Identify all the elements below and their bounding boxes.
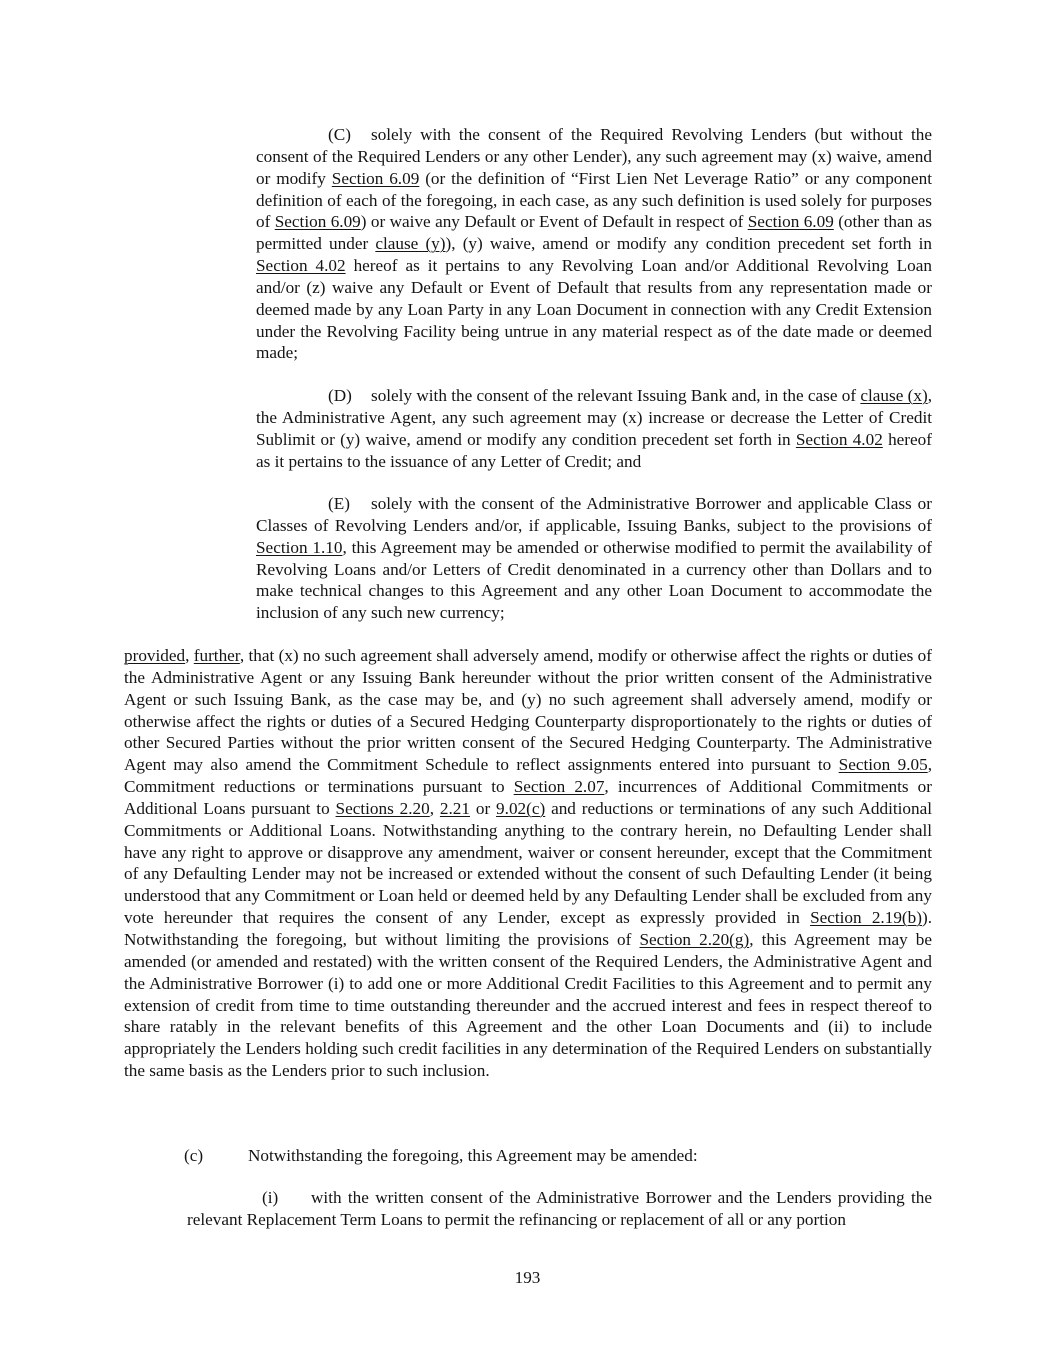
cross-reference-link: 9.02(c) (496, 798, 546, 818)
cross-reference-link: clause (x) (860, 386, 928, 405)
clause-label: (C) (328, 125, 351, 144)
clause-i: (i) with the written consent of the Administrative Borrower and the Lenders providing the relevant Replacement Term Loans to permit the refinancing or replacement of all or any portion (187, 1188, 932, 1229)
cross-reference-link: Section 2.20(g) (639, 929, 750, 949)
section-label: (c) (184, 1146, 204, 1165)
emphasis-term: further (193, 646, 240, 665)
cross-reference-link: Section 4.02 (256, 256, 346, 276)
clause-label: (i) (262, 1188, 279, 1207)
clause-d: (D) solely with the consent of the relevant Issuing Bank and, in the case of clause (x), the Administrative Agent, any such agreement may (x) increase or decrease the Letter of Credit Sublimit or (y) waive, amend or modify any condition precedent set forth in Section 4.02 hereof as it pertains to the issuance of any Letter of Credit; and (256, 386, 932, 471)
cross-reference-link: clause (y) (375, 234, 446, 254)
emphasis-term: provided (124, 646, 186, 665)
clause-label: (E) (328, 494, 350, 513)
clause-label: (D) (328, 386, 352, 405)
section-c-heading: (c) Notwithstanding the foregoing, this Agreement may be amended: (184, 1146, 698, 1165)
clause-e: (E) solely with the consent of the Administrative Borrower and applicable Class or Classes of Revolving Lenders and/or, if applicable, Issuing Banks, subject to the provisions of Section 1.10, this Agreement may be amended or otherwise modified to permit the availability of Revolving Loans and/or Letters of Credit denominated in a currency other than Dollars and to make technical changes to this Agreement and any other Loan Document to accommodate the inclusion of any such new currency; (256, 494, 932, 623)
cross-reference-link: Section 2.07 (513, 777, 605, 797)
cross-reference-link: Section 6.09 (747, 212, 834, 232)
cross-reference-link: 2.21 (439, 798, 470, 818)
proviso-paragraph: provided, further, that (x) no such agreement shall adversely amend, modify or otherwise affect the rights or duties of the Administrative Agent or any Issuing Bank hereunder without the prior written consent of the Administrative Agent or such Issuing Bank, as the case may be, and (y) no such agreement shall adversely amend, modify or otherwise affect the rights or duties of a Secured Hedging Counterparty disproportionately to the rights or duties of other Secured Parties without the prior written consent of the Secured Hedging Counterparty. The Administrative Agent may also amend the Commitment Schedule to reflect assignments entered into pursuant to Section 9.05, Commitment reductions or terminations pursuant to Section 2.07, incurrences of Additional Commitments or Additional Loans pursuant to Sections 2.20, 2.21 or 9.02(c) and reductions or terminations of any such Additional Commitments or Additional Loans. Notwithstanding anything to the contrary herein, no Defaulting Lender shall have any right to approve or disapprove any amendment, waiver or consent hereunder, except that the Commitment of any Defaulting Lender may not be increased or extended without the consent of such Defaulting Lender (it being understood that any Commitment or Loan held or deemed held by any Defaulting Lender shall be excluded from any vote hereunder that requires the consent of any Lender, except as expressly provided in Section 2.19(b)). Notwithstanding the foregoing, but without limiting the provisions of Section 2.20(g), this Agreement may be amended (or amended and restated) with the written consent of the Required Lenders, the Administrative Agent and the Administrative Borrower (i) to add one or more Additional Credit Facilities to this Agreement and to permit any extension of credit from time to time outstanding thereunder and the accrued interest and fees in respect thereof to share ratably in the relevant benefits of this Agreement and the other Loan Documents and (ii) to include appropriately the Lenders holding such credit facilities in any determination of the Required Lenders on substantially the same basis as the Lenders prior to such inclusion. (124, 646, 933, 1081)
cross-reference-link: Section 9.05 (838, 755, 928, 775)
page-number: 193 (514, 1268, 541, 1287)
cross-reference-link: Section 1.10 (256, 537, 343, 557)
cross-reference-link: Section 6.09 (331, 168, 420, 188)
clause-c-upper: (C) solely with the consent of the Required Revolving Lenders (but without the consent of the Required Lenders or any other Lender), any such agreement may (x) waive, amend or modify Section 6.09 (or the definition of “First Lien Net Leverage Ratio” or any component definition of each of the foregoing, in each case, as any such definition is used solely for purposes of Section 6.09) or waive any Default or Event of Default in respect of Section 6.09 (other than as permitted under clause (y)), (y) waive, amend or modify any condition precedent set forth in Section 4.02 hereof as it pertains to any Revolving Loan and/or Additional Revolving Loan and/or (z) waive any Default or Event of Default that results from any representation made or deemed made by any Loan Party in any Loan Document in connection with any Credit Extension under the Revolving Facility being untrue in any material respect as of the date made or deemed made; (256, 125, 932, 363)
cross-reference-link: Sections 2.20 (335, 798, 430, 818)
cross-reference-link: Section 2.19(b) (810, 908, 922, 928)
cross-reference-link: Section 4.02 (795, 429, 883, 449)
cross-reference-link: Section 6.09 (274, 212, 361, 232)
